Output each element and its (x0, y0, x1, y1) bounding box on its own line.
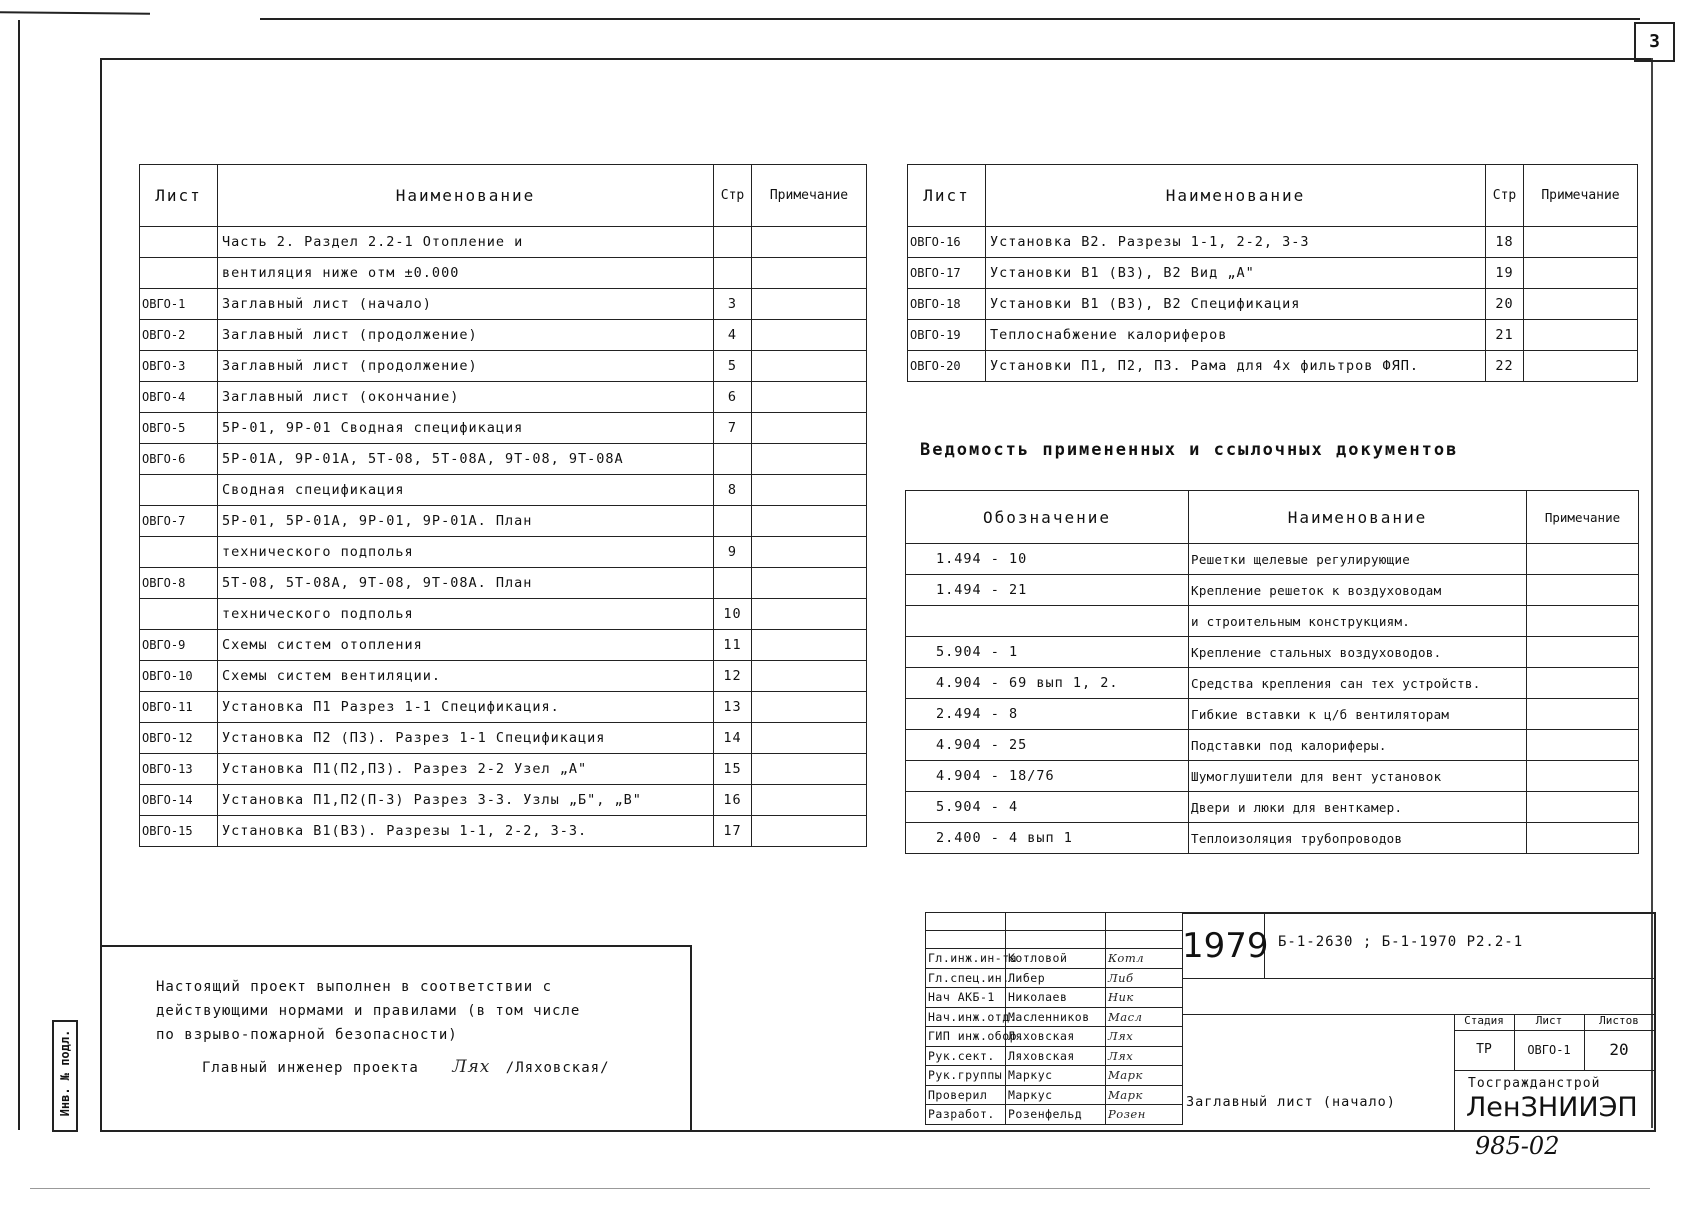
role-cell: Рук.сект. (926, 1046, 1006, 1066)
document-name-cell: Гибкие вставки к ц/б вентиляторам (1189, 699, 1527, 730)
chief-engineer-name: /Ляховская/ (505, 1060, 610, 1076)
sheet-name-cell: 5Р-01, 5Р-01А, 9Р-01, 9Р-01А. План (218, 506, 714, 537)
page-cell: 9 (714, 537, 752, 568)
note-cell (752, 320, 867, 351)
role-cell: Нач.инж.отд. (926, 1007, 1006, 1027)
table-row (140, 537, 867, 568)
note-cell (1527, 668, 1639, 699)
sheet-name-cell: Сводная спецификация (218, 475, 714, 506)
role-cell: Рук.группы (926, 1066, 1006, 1086)
signature-cell: Масл (1106, 1007, 1183, 1027)
sheet-name-cell: технического подполья (218, 599, 714, 630)
note-cell (752, 630, 867, 661)
compliance-note (100, 945, 692, 1132)
table-row (140, 723, 867, 754)
note-cell (752, 444, 867, 475)
sheet-code-cell: ОВГО-10 (140, 661, 218, 692)
sheet-name-cell: Установка В2. Разрезы 1-1, 2-2, 3-3 (986, 227, 1486, 258)
sheet-name-cell: вентиляция ниже отм ±0.000 (218, 258, 714, 289)
page-cell: 19 (1486, 258, 1524, 289)
title-block-roles (925, 912, 1183, 1125)
name-cell: Ляховская (1006, 1046, 1106, 1066)
table-row (140, 754, 867, 785)
sheet-code-cell: ОВГО-3 (140, 351, 218, 382)
referenced-documents-table (905, 490, 1639, 854)
table-row (140, 444, 867, 475)
document-name-cell: Теплоизоляция трубопроводов (1189, 823, 1527, 854)
sheets-value: 20 (1584, 1030, 1654, 1071)
page-cell: 15 (714, 754, 752, 785)
designation-cell: 1.494 - 10 (906, 544, 1189, 575)
sheet-name-cell: Установка В1(В3). Разрезы 1-1, 2-2, 3-3. (218, 816, 714, 847)
project-year: 1979 (1182, 926, 1269, 966)
inventory-label: Инв. № подл. (58, 1029, 72, 1117)
col-header-list: Лист (140, 165, 218, 227)
sheet-code-cell (140, 537, 218, 568)
approval-row (926, 1105, 1183, 1125)
note-cell (752, 289, 867, 320)
table-row (140, 630, 867, 661)
document-name-cell: Решетки щелевые регулирующие (1189, 544, 1527, 575)
blank-cell (926, 931, 1006, 949)
sheet-code-cell: ОВГО-5 (140, 413, 218, 444)
page-cell (714, 506, 752, 537)
sheet-name-cell: Заглавный лист (продолжение) (218, 351, 714, 382)
table-row (140, 413, 867, 444)
page-cell: 21 (1486, 320, 1524, 351)
page-cell: 5 (714, 351, 752, 382)
institute-name: ЛенЗНИИЭП (1466, 1092, 1638, 1123)
sheet-name-cell: технического подполья (218, 537, 714, 568)
signature-cell: Лях (1106, 1027, 1183, 1047)
col-header-note: Примечание (1527, 491, 1639, 544)
note-cell (752, 661, 867, 692)
sheet-name-cell: Установка П1,П2(П-3) Разрез 3-3. Узлы „Б", „В" (218, 785, 714, 816)
signature-cell: Котл (1106, 949, 1183, 969)
sheet-name-cell: 5Р-01, 9Р-01 Сводная спецификация (218, 413, 714, 444)
col-header-list: Лист (908, 165, 986, 227)
approval-row (926, 1027, 1183, 1047)
col-header-note: Примечание (1524, 165, 1638, 227)
sheet-code-cell: ОВГО-9 (140, 630, 218, 661)
role-cell: Гл.инж.ин-та (926, 949, 1006, 969)
note-cell (752, 692, 867, 723)
page-cell: 16 (714, 785, 752, 816)
note-cell (752, 227, 867, 258)
sheet-code-cell: ОВГО-18 (908, 289, 986, 320)
sheet-name-cell: Схемы систем вентиляции. (218, 661, 714, 692)
sheets-label: Листов (1584, 1014, 1654, 1031)
sheet-name-cell: Заглавный лист (окончание) (218, 382, 714, 413)
designation-cell: 4.904 - 25 (906, 730, 1189, 761)
table-row (140, 506, 867, 537)
note-cell (1527, 730, 1639, 761)
note-cell (752, 475, 867, 506)
stage-label: Стадия (1454, 1014, 1515, 1031)
page-cell: 10 (714, 599, 752, 630)
table-row (140, 258, 867, 289)
note-cell (752, 754, 867, 785)
table-row (140, 351, 867, 382)
document-name-cell: Подставки под калориферы. (1189, 730, 1527, 761)
designation-cell: 2.400 - 4 вып 1 (906, 823, 1189, 854)
sheet-code-cell: ОВГО-17 (908, 258, 986, 289)
page-cell (714, 444, 752, 475)
note-line: действующими нормами и правилами (в том числе (156, 1003, 581, 1019)
designation-cell: 4.904 - 69 вып 1, 2. (906, 668, 1189, 699)
page-cell: 18 (1486, 227, 1524, 258)
approval-row (926, 988, 1183, 1008)
sheet-name-cell: Заглавный лист (продолжение) (218, 320, 714, 351)
sheet-name-cell: Часть 2. Раздел 2.2-1 Отопление и (218, 227, 714, 258)
sheet-code-cell (140, 227, 218, 258)
blank-cell (1106, 913, 1183, 931)
page-cell: 11 (714, 630, 752, 661)
left-index-table (139, 164, 867, 847)
page-cell (714, 568, 752, 599)
role-cell: Проверил (926, 1085, 1006, 1105)
table-row (908, 289, 1638, 320)
project-code: Б-1-2630 ; Б-1-1970 Р2.2-1 (1278, 934, 1524, 950)
table-row (908, 351, 1638, 382)
page-cell (714, 258, 752, 289)
role-cell: Гл.спец.ин. (926, 968, 1006, 988)
page-cell: 20 (1486, 289, 1524, 320)
approval-row (926, 1046, 1183, 1066)
page-cell: 22 (1486, 351, 1524, 382)
page-cell: 13 (714, 692, 752, 723)
inventory-side-box (52, 1020, 78, 1132)
sheet-title: Заглавный лист (начало) (1186, 1094, 1396, 1110)
drawing-number: 985-02 (1475, 1132, 1560, 1160)
note-cell (1527, 575, 1639, 606)
table-row (906, 637, 1639, 668)
designation-cell (906, 606, 1189, 637)
sheet-name-cell: Заглавный лист (начало) (218, 289, 714, 320)
note-cell (752, 816, 867, 847)
sheet-code-cell (140, 599, 218, 630)
table-row (140, 599, 867, 630)
table-row (140, 661, 867, 692)
table-row (906, 575, 1639, 606)
sheet-name-cell: Установки П1, П2, П3. Рама для 4х фильтров ФЯП. (986, 351, 1486, 382)
sheet-code-cell: ОВГО-11 (140, 692, 218, 723)
left-edge-line (18, 20, 20, 1130)
designation-cell: 5.904 - 4 (906, 792, 1189, 823)
col-header-page: Стр (714, 165, 752, 227)
note-cell (1527, 699, 1639, 730)
table-row (140, 475, 867, 506)
sheet-code-cell: ОВГО-20 (908, 351, 986, 382)
note-cell (1524, 258, 1638, 289)
note-cell (1524, 320, 1638, 351)
right-index-table (907, 164, 1638, 382)
sheet-code-cell (140, 475, 218, 506)
table-row (140, 785, 867, 816)
name-cell: Либер (1006, 968, 1106, 988)
note-line: Настоящий проект выполнен в соответствии с (156, 979, 553, 995)
table-row (140, 692, 867, 723)
sheet-name-cell: 5Р-01А, 9Р-01А, 5Т-08, 5Т-08А, 9Т-08, 9Т-08А (218, 444, 714, 475)
table-row (906, 668, 1639, 699)
table-row (906, 606, 1639, 637)
page-cell: 3 (714, 289, 752, 320)
name-cell: Ляховская (1006, 1027, 1106, 1047)
role-cell: Нач АКБ-1 (926, 988, 1006, 1008)
blank-cell (1006, 931, 1106, 949)
col-header-name: Наименование (986, 165, 1486, 227)
sheet-code-cell: ОВГО-4 (140, 382, 218, 413)
page-cell: 14 (714, 723, 752, 754)
page-cell: 8 (714, 475, 752, 506)
table-row (140, 227, 867, 258)
name-cell: Розенфельд (1006, 1105, 1106, 1125)
name-cell: Маркус (1006, 1085, 1106, 1105)
sheet-label: Лист (1514, 1014, 1585, 1031)
note-cell (1527, 761, 1639, 792)
note-cell (1527, 792, 1639, 823)
designation-cell: 1.494 - 21 (906, 575, 1189, 606)
document-name-cell: Шумоглушители для вент установок (1189, 761, 1527, 792)
signature-cell: Розен (1106, 1105, 1183, 1125)
document-name-cell: Средства крепления сан тех устройств. (1189, 668, 1527, 699)
note-cell (752, 537, 867, 568)
table-row (908, 258, 1638, 289)
col-header-name: Наименование (218, 165, 714, 227)
sheet-name-cell: Установки В1 (В3), В2 Вид „А" (986, 258, 1486, 289)
blank-cell (1106, 931, 1183, 949)
signature-cell: Либ (1106, 968, 1183, 988)
stage-value: ТР (1454, 1030, 1515, 1071)
note-cell (1524, 289, 1638, 320)
name-cell: Масленников (1006, 1007, 1106, 1027)
designation-cell: 2.494 - 8 (906, 699, 1189, 730)
page-cell: 17 (714, 816, 752, 847)
note-cell (1527, 606, 1639, 637)
sheet-name-cell: Установки В1 (В3), В2 Спецификация (986, 289, 1486, 320)
table-row (140, 568, 867, 599)
sheet-code-cell: ОВГО-19 (908, 320, 986, 351)
page-cell: 12 (714, 661, 752, 692)
note-cell (1527, 823, 1639, 854)
note-cell (752, 258, 867, 289)
signature-cell: Марк (1106, 1066, 1183, 1086)
document-name-cell: Крепление стальных воздуховодов. (1189, 637, 1527, 668)
note-cell (752, 723, 867, 754)
note-cell (752, 351, 867, 382)
sheet-code-cell (140, 258, 218, 289)
table-row (906, 792, 1639, 823)
bottom-edge-line (30, 1188, 1650, 1189)
chief-engineer-signature: Лях (452, 1057, 491, 1077)
sheet-code-cell: ОВГО-8 (140, 568, 218, 599)
table-row (906, 730, 1639, 761)
sheet-code-cell: ОВГО-13 (140, 754, 218, 785)
document-name-cell: Крепление решеток к воздуховодам (1189, 575, 1527, 606)
sheet-code-cell: ОВГО-16 (908, 227, 986, 258)
note-cell (1524, 227, 1638, 258)
approval-row (926, 1066, 1183, 1086)
page-cell (714, 227, 752, 258)
sheet-code-cell: ОВГО-15 (140, 816, 218, 847)
sheet-code-cell: ОВГО-7 (140, 506, 218, 537)
table-row (906, 699, 1639, 730)
name-cell: Николаев (1006, 988, 1106, 1008)
approval-row (926, 1085, 1183, 1105)
table-row (140, 320, 867, 351)
page-cell: 7 (714, 413, 752, 444)
role-cell: ГИП инж.обор. (926, 1027, 1006, 1047)
organization-name: Тосгражданстрой (1468, 1076, 1601, 1091)
col-header-note: Примечание (752, 165, 867, 227)
note-cell (752, 785, 867, 816)
col-header-page: Стр (1486, 165, 1524, 227)
approval-row (926, 968, 1183, 988)
note-cell (1527, 637, 1639, 668)
sheet-code-cell: ОВГО-12 (140, 723, 218, 754)
note-cell (752, 568, 867, 599)
sheet-name-cell: Установка П1 Разрез 1-1 Спецификация. (218, 692, 714, 723)
table-row (140, 816, 867, 847)
page-cell: 6 (714, 382, 752, 413)
blank-cell (926, 913, 1006, 931)
note-cell (752, 599, 867, 630)
role-cell: Разработ. (926, 1105, 1006, 1125)
col-header-name: Наименование (1189, 491, 1527, 544)
chief-engineer-label: Главный инженер проекта (202, 1060, 419, 1076)
title-block-main (1182, 912, 1656, 1132)
note-cell (1524, 351, 1638, 382)
approval-row (926, 1007, 1183, 1027)
table-row (908, 227, 1638, 258)
table-row (906, 544, 1639, 575)
note-cell (1527, 544, 1639, 575)
sheet-value: ОВГО-1 (1514, 1030, 1585, 1071)
table-row (140, 382, 867, 413)
sheet-code-cell: ОВГО-14 (140, 785, 218, 816)
note-cell (752, 382, 867, 413)
designation-cell: 5.904 - 1 (906, 637, 1189, 668)
sheet-code-cell: ОВГО-2 (140, 320, 218, 351)
sheet-name-cell: Установка П2 (П3). Разрез 1-1 Спецификация (218, 723, 714, 754)
sheet-name-cell: Установка П1(П2,П3). Разрез 2-2 Узел „А" (218, 754, 714, 785)
page-cell: 4 (714, 320, 752, 351)
top-edge-line (260, 18, 1640, 20)
table-row (906, 761, 1639, 792)
sheet-code-cell: ОВГО-6 (140, 444, 218, 475)
sheet-name-cell: Теплоснабжение калориферов (986, 320, 1486, 351)
sheet-name-cell: 5Т-08, 5Т-08А, 9Т-08, 9Т-08А. План (218, 568, 714, 599)
signature-cell: Марк (1106, 1085, 1183, 1105)
signature-cell: Лях (1106, 1046, 1183, 1066)
approval-row (926, 949, 1183, 969)
col-header-designation: Обозначение (906, 491, 1189, 544)
sheet-name-cell: Схемы систем отопления (218, 630, 714, 661)
document-name-cell: Двери и люки для венткамер. (1189, 792, 1527, 823)
blank-cell (1006, 913, 1106, 931)
referenced-documents-title: Ведомость примененных и ссылочных документов (920, 440, 1459, 460)
sheet-code-cell: ОВГО-1 (140, 289, 218, 320)
note-cell (752, 413, 867, 444)
note-cell (752, 506, 867, 537)
document-name-cell: и строительным конструкциям. (1189, 606, 1527, 637)
top-left-stroke (0, 11, 150, 14)
table-row (140, 289, 867, 320)
signature-cell: Ник (1106, 988, 1183, 1008)
designation-cell: 4.904 - 18/76 (906, 761, 1189, 792)
name-cell: Маркус (1006, 1066, 1106, 1086)
table-row (908, 320, 1638, 351)
sheet-number: 3 (1634, 22, 1675, 62)
note-line: по взрыво-пожарной безопасности) (156, 1027, 458, 1043)
name-cell: Котловой (1006, 949, 1106, 969)
table-row (906, 823, 1639, 854)
